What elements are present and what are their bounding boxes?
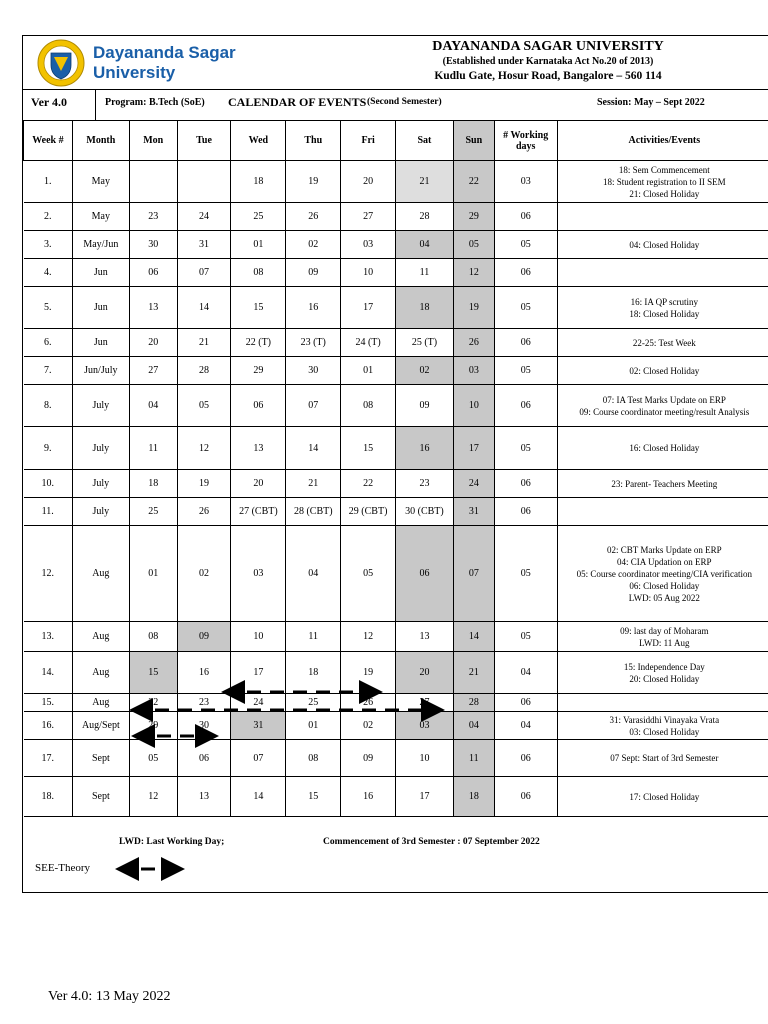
activity-item: 18: Sem Commencement [618,164,710,175]
cell-mon: 11 [129,427,177,470]
cell-tue [177,161,231,203]
cell-week: 10. [24,470,73,498]
cell-wed: 15 [231,287,286,329]
cell-sun: 04 [453,712,494,740]
cell-tue: 19 [177,470,231,498]
cell-wed: 06 [231,385,286,427]
cell-sat: 20 [396,652,454,694]
cell-fri: 22 [341,470,396,498]
cell-tue: 07 [177,259,231,287]
cell-wed: 24 [231,694,286,712]
cell-sun: 05 [453,231,494,259]
cell-wd: 06 [494,470,557,498]
cell-week: 8. [24,385,73,427]
cell-month: Aug [72,622,129,652]
cell-fri: 16 [341,777,396,817]
cell-month: July [72,427,129,470]
activity-item: 31: Varasiddhi Vinayaka Vrata [609,714,720,725]
cell-sat: 16 [396,427,454,470]
cell-mon: 27 [129,357,177,385]
table-row [24,777,768,817]
cell-month: Sept [72,777,129,817]
university-logo-icon [37,39,85,87]
cell-wd: 05 [494,526,557,622]
cell-tue: 12 [177,427,231,470]
column-header: Mon [129,121,177,161]
cell-wed: 14 [231,777,286,817]
activity-item: 20: Closed Holiday [629,673,700,684]
column-header: Week # [24,121,73,161]
header [23,36,768,90]
cell-activities [557,259,768,287]
cell-wd: 03 [494,161,557,203]
activity-item: 05: Course coordinator meeting/CIA verification [576,568,753,579]
cell-mon: 23 [129,203,177,231]
cell-tue: 21 [177,329,231,357]
cell-wed: 07 [231,740,286,777]
cell-sun: 28 [453,694,494,712]
column-header: Month [72,121,129,161]
table-row [24,427,768,470]
cell-wd: 06 [494,498,557,526]
table-row [24,694,768,712]
cell-month: Sept [72,740,129,777]
cell-sat: 17 [396,777,454,817]
cell-month: July [72,385,129,427]
cell-mon: 04 [129,385,177,427]
cell-month: May [72,161,129,203]
cell-activities [557,740,768,777]
cell-wed: 22 (T) [231,329,286,357]
cell-sun: 26 [453,329,494,357]
table-row [24,385,768,427]
cell-wd: 06 [494,740,557,777]
cell-wed: 29 [231,357,286,385]
cell-activities [557,329,768,357]
cell-sun: 10 [453,385,494,427]
cell-tue: 24 [177,203,231,231]
activity-item: 16: IA QP scrutiny [630,296,699,307]
activity-item: 22-25: Test Week [632,337,696,348]
cell-fri: 19 [341,652,396,694]
cell-fri: 29 (CBT) [341,498,396,526]
cell-week: 12. [24,526,73,622]
cell-month: July [72,470,129,498]
table-row [24,740,768,777]
cell-wed: 25 [231,203,286,231]
activity-item: 02: CBT Marks Update on ERP [607,544,722,555]
cell-thu: 26 [286,203,341,231]
cell-mon: 25 [129,498,177,526]
calendar-title: CALENDAR OF EVENTS [228,95,367,109]
cell-activities [557,498,768,526]
cell-fri: 10 [341,259,396,287]
column-header: Thu [286,121,341,161]
cell-mon: 15 [129,652,177,694]
cell-thu: 30 [286,357,341,385]
cell-mon: 06 [129,259,177,287]
cell-activities [557,203,768,231]
cell-fri: 03 [341,231,396,259]
brand-name: Dayananda Sagar University [93,43,236,82]
cell-mon: 30 [129,231,177,259]
cell-thu: 21 [286,470,341,498]
cell-sat: 13 [396,622,454,652]
cell-sat: 06 [396,526,454,622]
activity-item: 21: Closed Holiday [629,188,700,199]
table-row [24,470,768,498]
activity-item: 02: Closed Holiday [629,365,700,376]
cell-mon: 29 [129,712,177,740]
cell-week: 17. [24,740,73,777]
cell-tue: 13 [177,777,231,817]
cell-wd: 05 [494,287,557,329]
table-row [24,498,768,526]
cell-activities [557,526,768,622]
cell-fri: 15 [341,427,396,470]
cell-sat: 09 [396,385,454,427]
cell-thu: 09 [286,259,341,287]
commencement-note: Commencement of 3rd Semester : 07 September 2022 [323,837,540,847]
column-header: Activities/Events [557,121,768,161]
cell-week: 13. [24,622,73,652]
cell-sun: 11 [453,740,494,777]
header-row [24,121,768,161]
cell-month: Jun [72,287,129,329]
column-header: Wed [231,121,286,161]
cell-week: 15. [24,694,73,712]
cell-tue: 16 [177,652,231,694]
cell-wd: 04 [494,712,557,740]
cell-wed: 13 [231,427,286,470]
cell-wed: 08 [231,259,286,287]
cell-week: 3. [24,231,73,259]
table-row [24,652,768,694]
cell-mon: 01 [129,526,177,622]
cell-tue: 31 [177,231,231,259]
cell-month: Jun [72,329,129,357]
activity-item: 17: Closed Holiday [629,791,700,802]
cell-wed: 01 [231,231,286,259]
cell-wd: 06 [494,777,557,817]
cell-wed: 20 [231,470,286,498]
cell-wd: 05 [494,231,557,259]
cell-wd: 05 [494,357,557,385]
cell-week: 6. [24,329,73,357]
cell-week: 1. [24,161,73,203]
cell-sat: 03 [396,712,454,740]
cell-mon: 08 [129,622,177,652]
cell-wed: 17 [231,652,286,694]
cell-activities [557,470,768,498]
cell-week: 7. [24,357,73,385]
cell-sun: 22 [453,161,494,203]
cell-activities [557,777,768,817]
cell-tue: 02 [177,526,231,622]
cell-wd: 06 [494,694,557,712]
established-note: (Established under Karnataka Act No.20 of 2013) [442,56,654,67]
cell-activities [557,231,768,259]
table-row [24,329,768,357]
cell-sun: 24 [453,470,494,498]
cell-month: May [72,203,129,231]
cell-month: May/Jun [72,231,129,259]
activity-item: 04: CIA Updation on ERP [617,556,712,567]
cell-mon [129,161,177,203]
cell-week: 11. [24,498,73,526]
cell-week: 14. [24,652,73,694]
cell-sun: 17 [453,427,494,470]
university-block [353,39,743,84]
activity-item: 18: Student registration to II SEM [602,176,726,187]
cell-thu: 15 [286,777,341,817]
activity-item: 07: IA Test Marks Update on ERP [602,394,726,405]
cell-wd: 04 [494,652,557,694]
column-header: Tue [177,121,231,161]
cell-sat: 25 (T) [396,329,454,357]
cell-sun: 31 [453,498,494,526]
cell-month: Aug/Sept [72,712,129,740]
cell-fri: 02 [341,712,396,740]
cell-thu: 01 [286,712,341,740]
cell-tue: 28 [177,357,231,385]
cell-wed: 31 [231,712,286,740]
cell-sun: 21 [453,652,494,694]
column-header: # Working days [494,121,557,161]
cell-thu: 18 [286,652,341,694]
activity-item: 09: last day of Moharam [620,625,709,636]
cell-month: Aug [72,694,129,712]
cell-mon: 22 [129,694,177,712]
session-label: Session: May – Sept 2022 [597,97,705,108]
cell-mon: 20 [129,329,177,357]
cell-thu: 04 [286,526,341,622]
cell-wed: 27 (CBT) [231,498,286,526]
cell-tue: 14 [177,287,231,329]
activity-item: 04: Closed Holiday [629,239,700,250]
table-row [24,526,768,622]
cell-month: Jun [72,259,129,287]
cell-wd: 06 [494,329,557,357]
activity-item: LWD: 05 Aug 2022 [628,592,700,603]
cell-fri: 12 [341,622,396,652]
column-header: Sat [396,121,454,161]
cell-sat: 10 [396,740,454,777]
calendar-sheet [22,35,768,893]
cell-wed: 10 [231,622,286,652]
activity-item: 23: Parent- Teachers Meeting [611,478,718,489]
address: Kudlu Gate, Hosur Road, Bangalore – 560 114 [434,70,662,82]
cell-tue: 30 [177,712,231,740]
cell-wd: 06 [494,259,557,287]
lwd-legend: LWD: Last Working Day; [119,837,225,847]
activity-item: 06: Closed Holiday [629,580,700,591]
table-row [24,622,768,652]
cell-week: 2. [24,203,73,231]
table-row [24,203,768,231]
cell-wd: 05 [494,427,557,470]
cell-thu: 02 [286,231,341,259]
table-row [24,259,768,287]
cell-sat: 27 [396,694,454,712]
column-header: Fri [341,121,396,161]
cell-activities [557,385,768,427]
activity-item: 03: Closed Holiday [629,726,700,737]
cell-activities [557,161,768,203]
cell-activities [557,694,768,712]
table-row [24,231,768,259]
cell-thu: 11 [286,622,341,652]
column-header: Sun [453,121,494,161]
program-label: Program: B.Tech (SoE) [105,97,205,108]
cell-sat: 02 [396,357,454,385]
cell-fri: 26 [341,694,396,712]
cell-fri: 27 [341,203,396,231]
cell-tue: 23 [177,694,231,712]
cell-fri: 08 [341,385,396,427]
cell-sat: 04 [396,231,454,259]
footer-version: Ver 4.0: 13 May 2022 [48,989,171,1004]
cell-week: 5. [24,287,73,329]
cell-mon: 18 [129,470,177,498]
cell-activities [557,712,768,740]
activity-item: 16: Closed Holiday [629,443,700,453]
cell-activities [557,427,768,470]
cell-tue: 26 [177,498,231,526]
cell-month: Aug [72,652,129,694]
table-row [24,357,768,385]
cell-activities [557,357,768,385]
cell-wd: 06 [494,385,557,427]
cell-thu: 14 [286,427,341,470]
version-label: Ver 4.0 [31,95,67,109]
cell-sun: 14 [453,622,494,652]
cell-fri: 01 [341,357,396,385]
cell-thu: 19 [286,161,341,203]
cell-week: 9. [24,427,73,470]
cell-thu: 16 [286,287,341,329]
cell-sun: 19 [453,287,494,329]
cell-sat: 21 [396,161,454,203]
cell-thu: 08 [286,740,341,777]
table-row [24,161,768,203]
cell-tue: 06 [177,740,231,777]
cell-wed: 03 [231,526,286,622]
info-bar [23,89,768,121]
cell-month: July [72,498,129,526]
cell-sun: 18 [453,777,494,817]
cell-sun: 07 [453,526,494,622]
cell-wd: 05 [494,622,557,652]
cell-sun: 29 [453,203,494,231]
university-name: DAYANANDA SAGAR UNIVERSITY [432,39,664,54]
cell-thu: 28 (CBT) [286,498,341,526]
cell-fri: 05 [341,526,396,622]
cell-activities [557,622,768,652]
activity-item: LWD: 11 Aug [639,637,690,648]
calendar-table [23,120,768,817]
table-row [24,287,768,329]
semester-label: (Second Semester) [367,97,442,107]
cell-thu: 23 (T) [286,329,341,357]
cell-thu: 07 [286,385,341,427]
cell-fri: 24 (T) [341,329,396,357]
cell-tue: 05 [177,385,231,427]
table-row [24,712,768,740]
cell-sat: 18 [396,287,454,329]
cell-sat: 11 [396,259,454,287]
cell-mon: 12 [129,777,177,817]
cell-sat: 30 (CBT) [396,498,454,526]
cell-activities [557,652,768,694]
activity-item: 07 Sept: Start of 3rd Semester [610,753,719,763]
cell-sun: 12 [453,259,494,287]
cell-activities [557,287,768,329]
cell-fri: 09 [341,740,396,777]
cell-month: Aug [72,526,129,622]
cell-week: 16. [24,712,73,740]
cell-mon: 13 [129,287,177,329]
cell-tue: 09 [177,622,231,652]
cell-week: 18. [24,777,73,817]
see-theory-legend: SEE-Theory [35,862,90,874]
cell-sun: 03 [453,357,494,385]
cell-wed: 18 [231,161,286,203]
cell-sat: 28 [396,203,454,231]
cell-week: 4. [24,259,73,287]
cell-fri: 17 [341,287,396,329]
cell-wd: 06 [494,203,557,231]
activity-item: 15: Independence Day [623,661,705,672]
cell-month: Jun/July [72,357,129,385]
cell-mon: 05 [129,740,177,777]
cell-thu: 25 [286,694,341,712]
activity-item: 18: Closed Holiday [629,308,700,319]
cell-fri: 20 [341,161,396,203]
activity-item: 09: Course coordinator meeting/result Analysis [579,406,750,417]
cell-sat: 23 [396,470,454,498]
